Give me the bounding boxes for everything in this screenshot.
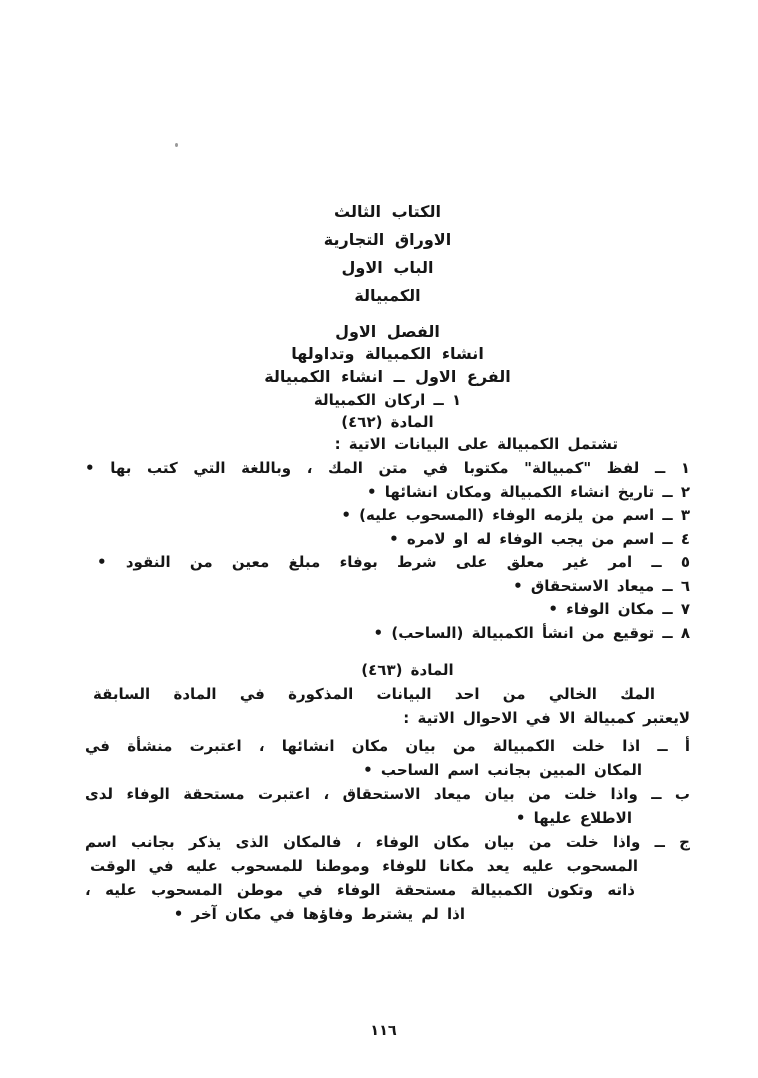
article-462-item-4: ٤ ــ اسم من يجب الوفاء له او لامره •: [389, 530, 690, 548]
article-462-item-2: ٢ ــ تاريخ انشاء الكمبيالة ومكان انشائها •: [366, 483, 690, 501]
clause-b-line-2: الاطلاع عليها •: [515, 809, 632, 827]
article-463-intro-line-1: المك الخالي من احد البيانات المذكورة في المادة السابقة: [93, 685, 655, 703]
article-462-item-3: ٣ ــ اسم من يلزمه الوفاء (المسحوب عليه) •: [341, 506, 690, 524]
clause-j-line-1: ج ــ واذا خلت من بيان مكان الوفاء ، فالمكان الذى يذكر بجانب اسم: [85, 833, 690, 851]
clause-a-line-2: المكان المبين بجانب اسم الساحب •: [363, 761, 642, 779]
part-subject: الكمبيالة: [354, 286, 421, 305]
article-463-heading: المادة (٤٦٣): [361, 661, 454, 679]
book-title: الكتاب الثالث: [334, 202, 441, 221]
clause-b-line-1: ب ــ واذا خلت من بيان ميعاد الاستحقاق ، اعتبرت مستحقة الوفاء لدى: [85, 785, 690, 803]
part-title: الباب الاول: [341, 258, 434, 277]
page-content: [85, 0, 690, 1078]
article-462-item-5: ٥ ــ امر غير معلق على شرط بوفاء مبلغ معين من النقود •: [97, 553, 690, 571]
clause-j-line-4: اذا لم يشترط وفاؤها في مكان آخر •: [173, 905, 465, 923]
clause-j-line-3: ذاته وتكون الكمبيالة مستحقة الوفاء في موطن المسحوب عليه ،: [85, 881, 635, 899]
article-463-intro-line-2: لايعتبر كمبيالة الا في الاحوال الاتية :: [403, 709, 690, 727]
article-462-item-1: ١ ــ لفظ "كمبيالة" مكتوبا في متن المك ، وباللغة التي كتب بها •: [85, 459, 690, 477]
chapter-title: الفصل الاول: [335, 322, 440, 341]
chapter-subject: انشاء الكمبيالة وتداولها: [291, 344, 484, 363]
article-462-item-7: ٧ ــ مكان الوفاء •: [548, 600, 690, 618]
article-462-intro: تشتمل الكمبيالة على البيانات الاتية :: [334, 435, 618, 453]
page-number: ١١٦: [370, 1023, 397, 1039]
book-subject: الاوراق التجارية: [323, 230, 452, 249]
article-462-item-6: ٦ ــ ميعاد الاستحقاق •: [513, 577, 690, 595]
article-462-item-8: ٨ ــ توقيع من انشأ الكمبيالة (الساحب) •: [373, 624, 690, 642]
section-title: الفرع الاول ــ انشاء الكمبيالة: [264, 367, 511, 386]
clause-a-line-1: أ ــ اذا خلت الكمبيالة من بيان مكان انشائها ، اعتبرت منشأة في: [85, 737, 690, 755]
clause-j-line-2: المسحوب عليه يعد مكانا للوفاء وموطنا للمسحوب عليه في الوقت: [90, 857, 638, 875]
article-462-heading: المادة (٤٦٢): [341, 413, 434, 431]
subsection-title: ١ ــ اركان الكمبيالة: [313, 391, 462, 409]
